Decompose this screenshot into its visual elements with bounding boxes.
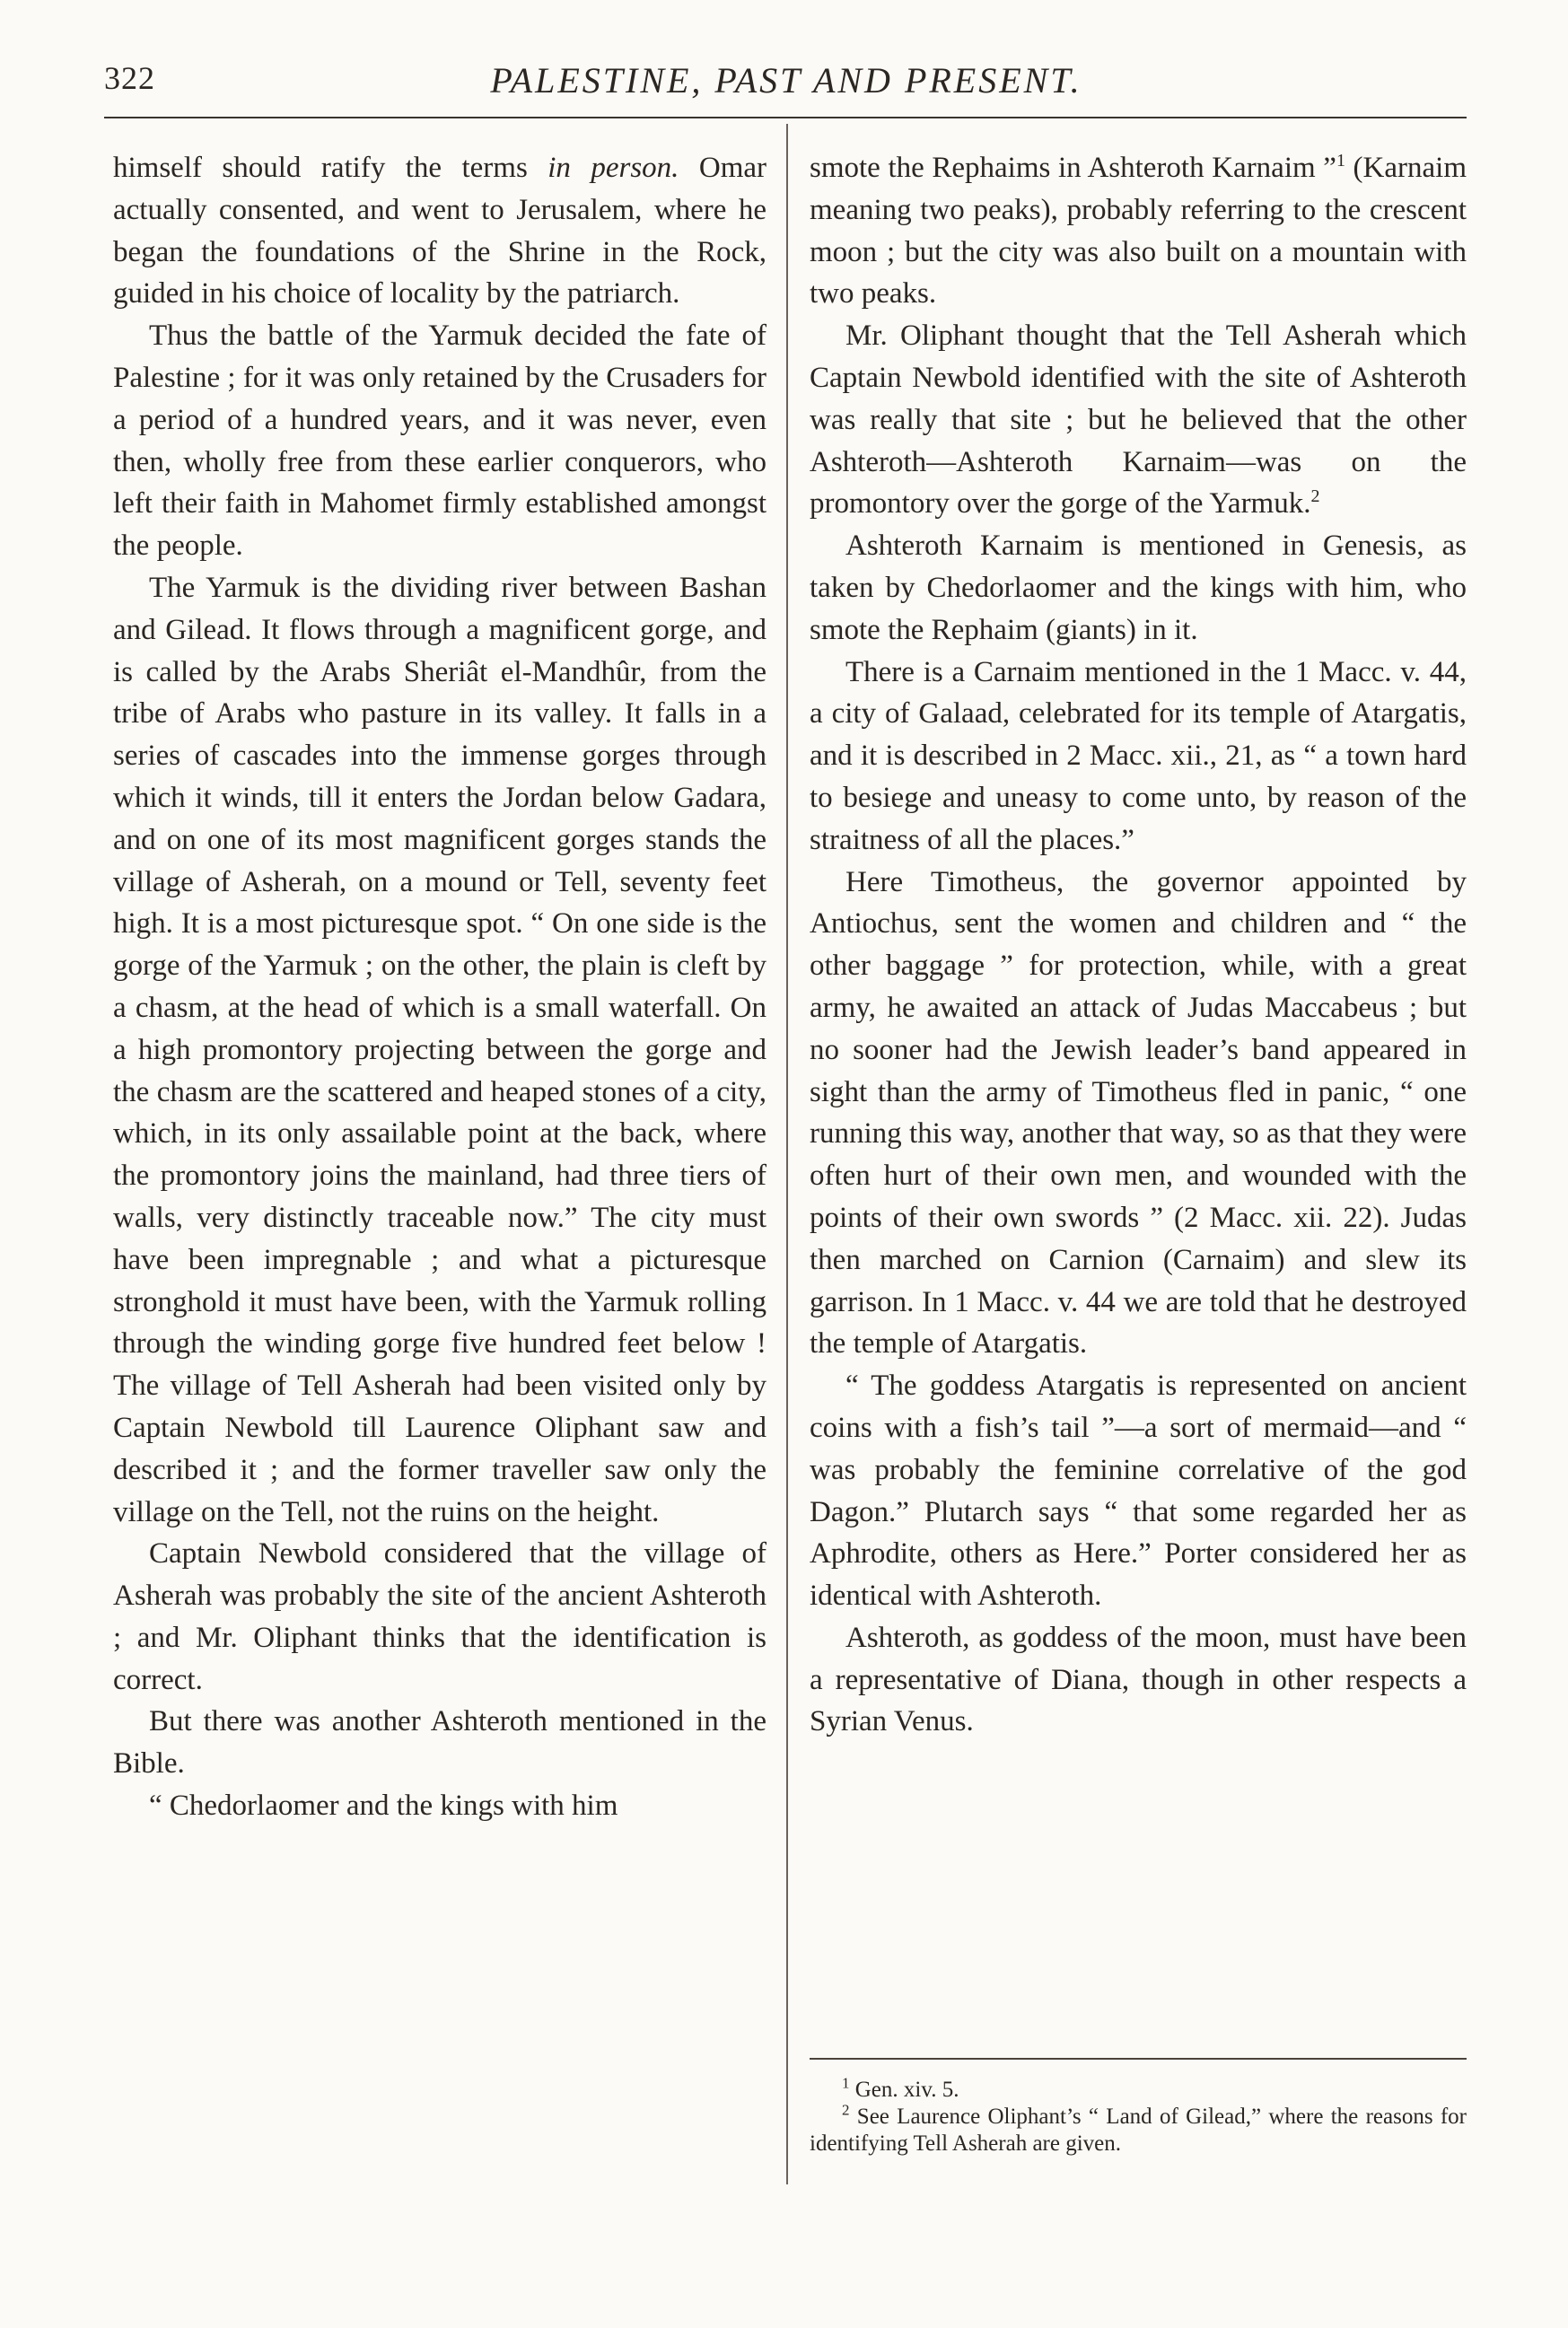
paragraph: Ashteroth Karnaim is mentioned in Genesis, as taken by Chedorlaomer and the kings with him, who smote the Rephaim (giants) in it.	[810, 529, 1467, 646]
page-header	[104, 59, 1468, 117]
paragraph	[113, 147, 766, 315]
column-divider	[786, 124, 788, 2184]
page-number: 322	[104, 60, 155, 96]
paragraph	[810, 315, 1467, 525]
text-run: himself should ratify the terms	[113, 152, 548, 184]
footnote-text: See Laurence Oliphant’s “ Land of Gilead,” where the reasons for identifying Tell Asherah are given.	[810, 2105, 1467, 2156]
running-title: PALESTINE, PAST AND PRESENT.	[490, 60, 1082, 101]
paragraph: Ashteroth, as goddess of the moon, must have been a representative of Diana, though in other respects a Syrian Venus.	[810, 1621, 1467, 1738]
text-run: smote the Rephaims in Ashteroth Karnaim ”	[810, 152, 1336, 184]
text-run: Omar actually consented, and went to Jerusalem, where he began the foundations of the Shrine in the Rock, guided in his choice of locality by the patriarch.	[113, 152, 767, 311]
footnote-rule	[810, 2058, 1467, 2060]
footnote-marker: 1	[1336, 151, 1345, 171]
italic-text: in person.	[547, 152, 679, 184]
left-column	[113, 147, 766, 1827]
text-run: Mr. Oliphant thought that the Tell Asherah which Captain Newbold identified with the site of Ashteroth was really that site ; but he believed that the other Ashteroth—Ashteroth Karnaim—was on the promontory over the gorge of the Yarmuk.	[810, 319, 1467, 521]
footnote	[810, 2074, 1467, 2104]
paragraph: Here Timotheus, the governor appointed by Antiochus, sent the women and children and “ the other baggage ” for protection, while, with a great army, he awaited an attack of Judas Maccabeus ; but no sooner had the Jewish leader’s band appeared in sight than the army of Timotheus fled in panic, “ one running this way, another that way, so as that they were often hurt of their own men, and wounded with the points of their own swords ” (2 Macc. xii. 22). Judas then marched on Carnion (Carnaim) and slew its garrison. In 1 Macc. v. 44 we are told that he destroyed the temple of Atargatis.	[810, 865, 1467, 1361]
footnote-marker: 2	[1310, 486, 1320, 507]
header-rule	[104, 117, 1467, 118]
footnote-number: 2	[842, 2101, 850, 2119]
right-column	[810, 147, 1467, 1743]
paragraph: But there was another Ashteroth mentioned in the Bible.	[113, 1705, 766, 1781]
paragraph: “ The goddess Atargatis is represented on ancient coins with a fish’s tail ”—a sort of mermaid—and “ was probably the feminine correlative of the god Dagon.” Plutarch says “ that some regarded her as Aphrodite, others as Here.” Porter considered her as identical with Ashteroth.	[810, 1370, 1467, 1613]
paragraph: There is a Carnaim mentioned in the 1 Macc. v. 44, a city of Galaad, celebrated for its temple of Atargatis, and it is described in 2 Macc. xii., 21, as “ a town hard to besiege and uneasy to come unto, by reason of the straitness of all the places.”	[810, 655, 1467, 856]
footnote	[810, 2101, 1467, 2157]
footnote-text: Gen. xiv. 5.	[849, 2078, 959, 2102]
footnotes	[810, 2074, 1467, 2157]
paragraph: “ Chedorlaomer and the kings with him	[149, 1790, 618, 1823]
footnote-number: 1	[842, 2074, 850, 2092]
text-run: (Karnaim meaning two peaks), probably referring to the crescent moon ; but the city was also built on a mountain with two peaks.	[810, 152, 1467, 311]
paragraph	[810, 147, 1467, 315]
paragraph: Captain Newbold considered that the village of Asherah was probably the site of the ancient Ashteroth ; and Mr. Oliphant thinks that the identification is correct.	[113, 1537, 766, 1696]
paragraph: Thus the battle of the Yarmuk decided the fate of Palestine ; for it was only retained by the Crusaders for a period of a hundred years, and it was never, even then, wholly free from these earlier conquerors, who left their faith in Mahomet firmly established amongst the people.	[113, 319, 766, 563]
paragraph: The Yarmuk is the dividing river between Bashan and Gilead. It flows through a magnificent gorge, and is called by the Arabs Sheriât el-Mandhûr, from the tribe of Arabs who pasture in its valley. It falls in a series of cascades into the immense gorges through which it winds, till it enters the Jordan below Gadara, and on one of its most magnificent gorges stands the village of Asherah, on a mound or Tell, seventy feet high. It is a most picturesque spot. “ On one side is the gorge of the Yarmuk ; on the other, the plain is cleft by a chasm, at the head of which is a small waterfall. On a high promontory projecting between the gorge and the chasm are the scattered and heaped stones of a city, which, in its only assailable point at the back, where the promontory joins the mainland, had three tiers of walls, very distinctly traceable now.” The city must have been impregnable ; and what a picturesque stronghold it must have been, with the Yarmuk rolling through the winding gorge five hundred feet below ! The village of Tell Asherah had been visited only by Captain Newbold till Laurence Oliphant saw and described it ; and the former traveller saw only the village on the Tell, not the ruins on the height.	[113, 571, 766, 1528]
